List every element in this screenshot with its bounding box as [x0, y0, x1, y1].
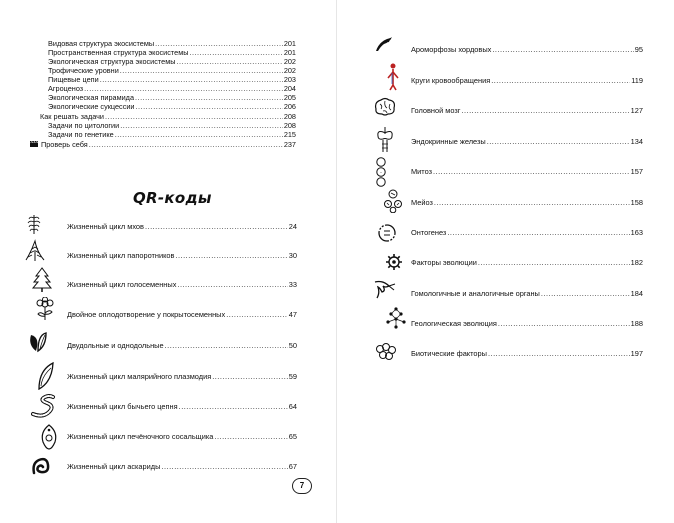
qr-entry[interactable]	[411, 319, 643, 328]
entry-label: Жизненный цикл печёночного сосальщика	[67, 432, 214, 441]
roundworm-icon	[30, 455, 52, 477]
wing-icon	[373, 278, 397, 300]
entry-label: Жизненный цикл мхов	[67, 222, 144, 231]
mitosis-icon	[373, 157, 389, 187]
toc-item[interactable]	[48, 84, 296, 93]
entry-label: Факторы эволюции	[411, 258, 477, 267]
toc-item[interactable]	[48, 75, 296, 84]
toc-item[interactable]	[48, 130, 296, 139]
toc-label: Пространственная структура экосистемы	[48, 48, 189, 57]
entry-label: Биотические факторы	[411, 349, 487, 358]
entry-page: 59	[288, 372, 297, 381]
toc-page: 204	[283, 84, 296, 93]
toc-page: 201	[283, 48, 296, 57]
qr-entry[interactable]	[411, 289, 643, 298]
toc-page: 202	[283, 66, 296, 75]
entry-page: 50	[288, 341, 297, 350]
toc-item[interactable]	[48, 102, 296, 111]
fluke-icon	[38, 424, 60, 450]
entry-page: 127	[630, 106, 643, 115]
entry-label: Геологическая эволюция	[411, 319, 497, 328]
entry-label: Онтогенез	[411, 228, 447, 237]
toc-label: Трофические уровни	[48, 66, 119, 75]
fir-tree-icon	[31, 267, 53, 293]
entry-page: 24	[288, 222, 297, 231]
entry-page: 182	[630, 258, 643, 267]
toc-label: Экологическая структура экосистемы	[48, 57, 176, 66]
qr-section-title: QR-коды	[133, 189, 212, 207]
toc-item[interactable]	[48, 48, 296, 57]
entry-page: 30	[288, 251, 297, 260]
qr-entry[interactable]	[67, 402, 297, 411]
qr-entry[interactable]	[411, 45, 643, 54]
entry-label: Митоз	[411, 167, 433, 176]
toc-page: 201	[283, 39, 296, 48]
brain-icon	[373, 97, 397, 117]
entry-label: Двудольные и однодольные	[67, 341, 164, 350]
toc-page: 215	[283, 130, 296, 139]
toc-page: 208	[283, 112, 296, 121]
toc-label: Задачи по генетике	[48, 130, 114, 139]
geology-icon	[385, 306, 407, 332]
plasmodium-icon	[36, 362, 56, 390]
entry-label: Жизненный цикл голосеменных	[67, 280, 177, 289]
toc-label: Экологическая пирамида	[48, 93, 135, 102]
entry-label: Головной мозг	[411, 106, 461, 115]
page-number: 7	[292, 478, 312, 494]
ontogenesis-icon	[377, 223, 397, 243]
entry-page: 47	[288, 310, 297, 319]
right-page	[337, 0, 674, 523]
circulation-icon	[387, 63, 399, 91]
qr-entry[interactable]	[411, 258, 643, 267]
toc-label: Экологические сукцессии	[48, 102, 135, 111]
entry-page: 184	[630, 289, 643, 298]
qr-entry[interactable]	[411, 167, 643, 176]
toc-page: 205	[283, 93, 296, 102]
cluster-icon	[375, 343, 397, 361]
qr-entry[interactable]	[67, 222, 297, 231]
moss-icon	[27, 213, 41, 235]
entry-label: Гомологичные и аналогичные органы	[411, 289, 540, 298]
gland-icon	[375, 126, 395, 154]
entry-page: 64	[288, 402, 297, 411]
toc-label: Проверь себя	[41, 140, 88, 149]
fern-icon	[23, 238, 47, 262]
qr-entry[interactable]	[67, 251, 297, 260]
entry-page: 67	[288, 462, 297, 471]
qr-entry[interactable]	[411, 228, 643, 237]
toc-label: Видовая структура экосистемы	[48, 39, 155, 48]
qr-entry[interactable]	[411, 76, 643, 85]
qr-entry[interactable]	[411, 106, 643, 115]
toc-item[interactable]	[48, 39, 296, 48]
entry-label: Жизненный цикл бычьего цепня	[67, 402, 178, 411]
toc-item[interactable]	[48, 121, 296, 130]
tapeworm-icon	[31, 394, 57, 418]
toc-item[interactable]	[48, 66, 296, 75]
qr-entry[interactable]	[67, 341, 297, 350]
entry-page: 134	[630, 137, 643, 146]
qr-entry[interactable]	[67, 310, 297, 319]
toc-page: 237	[283, 140, 296, 149]
entry-label: Двойное оплодотворение у покрытосеменных	[67, 310, 226, 319]
toc-label: Как решать задачи	[40, 112, 105, 121]
meiosis-icon	[383, 189, 403, 213]
entry-page: 33	[288, 280, 297, 289]
leaf-pair-icon	[26, 329, 50, 353]
entry-label: Круги кровообращения	[411, 76, 491, 85]
entry-label: Ароморфозы хордовых	[411, 45, 492, 54]
qr-entry[interactable]	[67, 372, 297, 381]
entry-label: Жизненный цикл аскариды	[67, 462, 161, 471]
entry-page: 197	[630, 349, 643, 358]
entry-page: 158	[630, 198, 643, 207]
qr-entry[interactable]	[67, 280, 297, 289]
entry-page: 65	[288, 432, 297, 441]
flower-icon	[34, 297, 56, 321]
clapperboard-icon	[30, 141, 38, 147]
entry-page: 163	[630, 228, 643, 237]
toc-label: Пищевые цепи	[48, 75, 99, 84]
entry-label: Жизненный цикл папоротников	[67, 251, 175, 260]
toc-page: 203	[283, 75, 296, 84]
bird-icon	[375, 36, 393, 52]
toc-label: Агроценоз	[48, 84, 84, 93]
toc-item[interactable]	[48, 57, 296, 66]
entry-page: 95	[634, 45, 643, 54]
qr-entry[interactable]	[67, 462, 297, 471]
toc-item[interactable]	[30, 140, 296, 149]
qr-entry[interactable]	[67, 432, 297, 441]
qr-entry[interactable]	[411, 137, 643, 146]
entry-label: Мейоз	[411, 198, 433, 207]
gear-icon	[385, 253, 403, 271]
toc-page: 202	[283, 57, 296, 66]
toc-page: 208	[283, 121, 296, 130]
toc-item[interactable]	[40, 112, 296, 121]
entry-page: 157	[630, 167, 643, 176]
qr-entry[interactable]	[411, 349, 643, 358]
toc-page: 206	[283, 102, 296, 111]
toc-item[interactable]	[48, 93, 296, 102]
entry-page: 188	[630, 319, 643, 328]
entry-label: Эндокринные железы	[411, 137, 486, 146]
qr-entry[interactable]	[411, 198, 643, 207]
entry-page: 119	[631, 76, 643, 85]
entry-label: Жизненный цикл малярийного плазмодия	[67, 372, 212, 381]
toc-label: Задачи по цитологии	[48, 121, 120, 130]
